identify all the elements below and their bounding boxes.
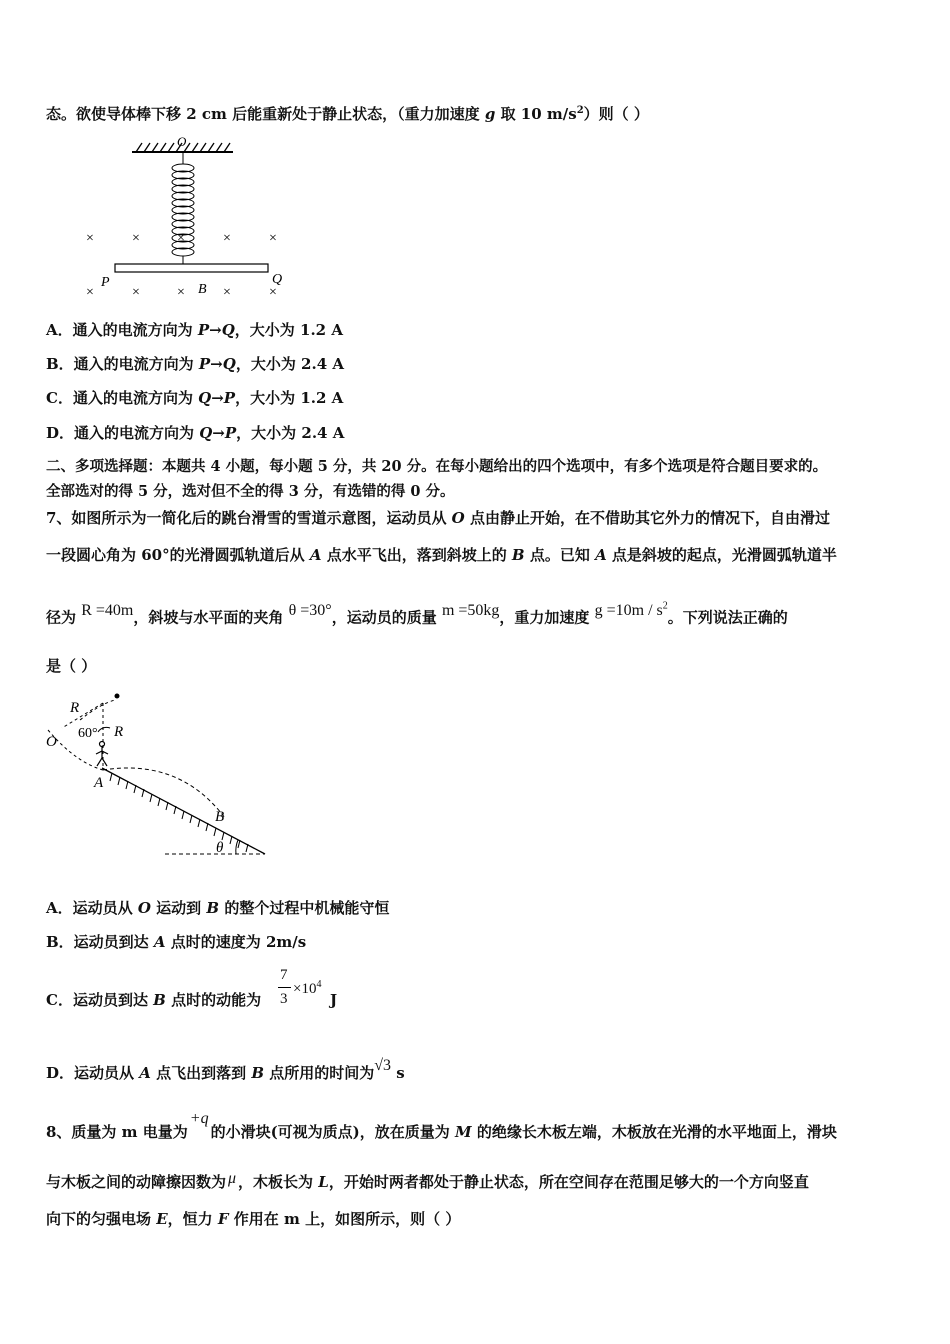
q7-l3c: ，运动员的质量 bbox=[331, 608, 442, 627]
q6-option-a-value: ，大小为 1.2 A bbox=[234, 321, 343, 339]
q8-l1c: 的绝缘长木板左端，木板放在光滑的水平地面上，滑块 bbox=[471, 1123, 837, 1141]
q7-l2a: 一段圆心角为 60°的光滑圆弧轨道后从 bbox=[46, 546, 310, 564]
q7-l3a: 径为 bbox=[46, 608, 82, 627]
q8-line2 bbox=[46, 1172, 809, 1193]
q7-optc-times bbox=[293, 979, 321, 998]
q6-intro-c: ）则（ ） bbox=[583, 105, 649, 123]
q7-opta-bpt: B bbox=[206, 899, 220, 917]
q7-optd-b: 点飞出到落到 bbox=[150, 1064, 252, 1082]
q7-optb-apt: A bbox=[153, 933, 166, 951]
q7-a: A bbox=[309, 546, 322, 564]
q7-optc-bpt: B bbox=[153, 991, 166, 1009]
fig7-o: O bbox=[46, 734, 57, 750]
q7-opta-o: O bbox=[137, 899, 151, 917]
q7-line1 bbox=[46, 508, 830, 528]
q6-option-d-value: ，大小为 2.4 A bbox=[236, 424, 345, 442]
field-cross: × bbox=[269, 285, 277, 300]
q6-option-a bbox=[46, 320, 343, 340]
q7-l3d: ，重力加速度 bbox=[499, 608, 595, 627]
ski-jump-figure bbox=[40, 688, 280, 863]
q8-q-expr: +q bbox=[189, 1110, 209, 1127]
field-cross: × bbox=[223, 285, 231, 300]
fig7-b: B bbox=[215, 809, 225, 825]
q8-l1a: 8、质量为 m 电量为 bbox=[46, 1123, 188, 1141]
field-cross: × bbox=[177, 231, 185, 246]
q7-optd-unit: s bbox=[391, 1064, 405, 1082]
q7-l3e: 。下列说法正确的 bbox=[667, 608, 788, 627]
fig6-p-label: P bbox=[101, 275, 110, 290]
q7-optc-exp: 4 bbox=[316, 979, 322, 990]
q7-optc-unit: J bbox=[330, 991, 338, 1009]
fig7-theta: θ bbox=[216, 840, 224, 856]
q6-option-d-dir: Q→P bbox=[199, 424, 237, 442]
q7-g-expr: g =10m / s bbox=[594, 602, 663, 620]
q7-line4: 是（ ） bbox=[46, 657, 97, 675]
q7-option-a bbox=[46, 898, 389, 918]
q6-option-d bbox=[46, 423, 344, 443]
field-cross: × bbox=[269, 231, 277, 246]
q6-sup: 2 bbox=[576, 105, 584, 116]
section2-line1: 二、多项选择题：本题共 4 小题，每小题 5 分，共 20 分。在每小题给出的四个选项中，有多个选项是符合题目要求的。 bbox=[46, 458, 828, 475]
q7-optc-denominator: 3 bbox=[280, 991, 288, 1007]
q6-option-c bbox=[46, 388, 343, 408]
q8-l3b: ，恒力 bbox=[167, 1210, 218, 1228]
q8-m: M bbox=[454, 1123, 472, 1141]
q7-l3b: ，斜坡与水平面的夹角 bbox=[133, 608, 289, 627]
field-cross: × bbox=[223, 231, 231, 246]
q7-b: B bbox=[511, 546, 525, 564]
q8-mu: μ bbox=[228, 1170, 237, 1187]
field-cross: × bbox=[86, 285, 94, 300]
q7-a: A bbox=[595, 546, 607, 564]
field-cross: × bbox=[177, 285, 185, 300]
fig6-q-label: Q bbox=[272, 272, 283, 287]
q7-optd-c: 点所用的时间为 bbox=[264, 1064, 375, 1082]
q7-optd-apt: A bbox=[139, 1064, 151, 1082]
fig7-angle: 60° bbox=[78, 726, 98, 741]
q7-opta-a: A．运动员从 bbox=[46, 899, 138, 917]
q6-option-b-value: ，大小为 2.4 A bbox=[235, 355, 345, 373]
q6-option-b bbox=[46, 354, 344, 374]
spring-magnetic-field-figure bbox=[80, 130, 300, 305]
q6-option-a-text: A．通入的电流方向为 bbox=[46, 321, 198, 339]
q7-optc-b: 点时的动能为 bbox=[165, 991, 262, 1009]
q7-optc-fraction-bar bbox=[278, 987, 291, 988]
q6-intro-b: 取 10 m/s bbox=[495, 105, 577, 123]
q8-l3a: 向下的匀强电场 bbox=[46, 1210, 157, 1228]
q7-l1a: 7、如图所示为一简化后的跳台滑雪的雪道示意图，运动员从 bbox=[46, 509, 452, 527]
q7-option-d bbox=[46, 1057, 405, 1084]
q7-l2d: 点是斜坡的起点，光滑圆弧轨道半 bbox=[606, 546, 837, 564]
q7-optc-times-text: ×10 bbox=[293, 981, 317, 997]
q7-l1b: 点由静止开始，在不借助其它外力的情况下，自由滑过 bbox=[464, 509, 830, 527]
q7-optb-a: B．运动员到达 bbox=[46, 933, 154, 951]
fig7-r2: R bbox=[114, 724, 124, 740]
q6-intro bbox=[46, 101, 649, 124]
fig6-o-label: O bbox=[177, 134, 187, 149]
field-cross: × bbox=[132, 285, 140, 300]
q7-optc-numerator: 7 bbox=[280, 967, 288, 983]
q8-line3 bbox=[46, 1209, 460, 1229]
section2-line2: 全部选对的得 5 分，选对但不全的得 3 分，有选错的得 0 分。 bbox=[46, 483, 455, 500]
q6-option-a-dir: P→Q bbox=[197, 321, 235, 339]
q7-optd-sqrt: √3 bbox=[374, 1057, 392, 1074]
q6-option-c-dir: Q→P bbox=[198, 389, 236, 407]
q6-option-b-text: B．通入的电流方向为 bbox=[46, 355, 199, 373]
q6-intro-a: 态。欲使导体棒下移 2 cm 后能重新处于静止状态，（重力加速度 bbox=[46, 105, 485, 123]
q7-optd-a: D．运动员从 bbox=[46, 1064, 140, 1082]
q7-line3 bbox=[46, 601, 788, 628]
q6-option-d-text: D．通入的电流方向为 bbox=[46, 424, 200, 442]
q8-l1b: 的小滑块(可视为质点)，放在质量为 bbox=[210, 1123, 455, 1141]
q7-l2b: 点水平飞出，落到斜坡上的 bbox=[321, 546, 512, 564]
q8-line1 bbox=[46, 1110, 837, 1143]
q7-line2 bbox=[46, 545, 837, 565]
fig7-r1: R bbox=[70, 700, 80, 716]
q7-option-c bbox=[46, 990, 261, 1010]
q6-option-b-dir: P→Q bbox=[198, 355, 236, 373]
q7-l2c: 点。已知 bbox=[524, 546, 596, 564]
q8-l: L bbox=[318, 1173, 329, 1191]
q8-l2c: ，开始时两者都处于静止状态，所在空间存在范围足够大的一个方向竖直 bbox=[328, 1173, 809, 1191]
fig6-b-label: B bbox=[198, 282, 207, 297]
q7-opta-c: 的整个过程中机械能守恒 bbox=[219, 899, 390, 917]
q7-m-expr: m =50kg bbox=[441, 602, 500, 620]
q7-o: O bbox=[451, 509, 465, 527]
q7-theta-expr: θ =30° bbox=[288, 602, 332, 620]
field-cross: × bbox=[132, 231, 140, 246]
q7-r-expr: R =40m bbox=[81, 602, 134, 620]
q8-l2b: ，木板长为 bbox=[238, 1173, 319, 1191]
q8-l3c: 作用在 m 上，如图所示，则（ ） bbox=[228, 1210, 461, 1228]
q6-g: g bbox=[484, 105, 496, 123]
q6-option-c-text: C．通入的电流方向为 bbox=[46, 389, 199, 407]
field-cross: × bbox=[86, 231, 94, 246]
q8-f: F bbox=[217, 1210, 229, 1228]
q7-optb-b: 点时的速度为 2m/s bbox=[165, 933, 307, 951]
q7-g-sup: 2 bbox=[662, 601, 668, 612]
q7-optc-a: C．运动员到达 bbox=[46, 991, 154, 1009]
fig7-a: A bbox=[94, 775, 104, 791]
q6-option-c-value: ，大小为 1.2 A bbox=[235, 389, 344, 407]
q7-opta-b: 运动到 bbox=[150, 899, 207, 917]
q7-optd-bpt: B bbox=[251, 1064, 265, 1082]
q8-l2a: 与木板之间的动障擦因数为 bbox=[46, 1173, 227, 1191]
q7-option-b bbox=[46, 932, 306, 952]
q8-e: E bbox=[156, 1210, 168, 1228]
